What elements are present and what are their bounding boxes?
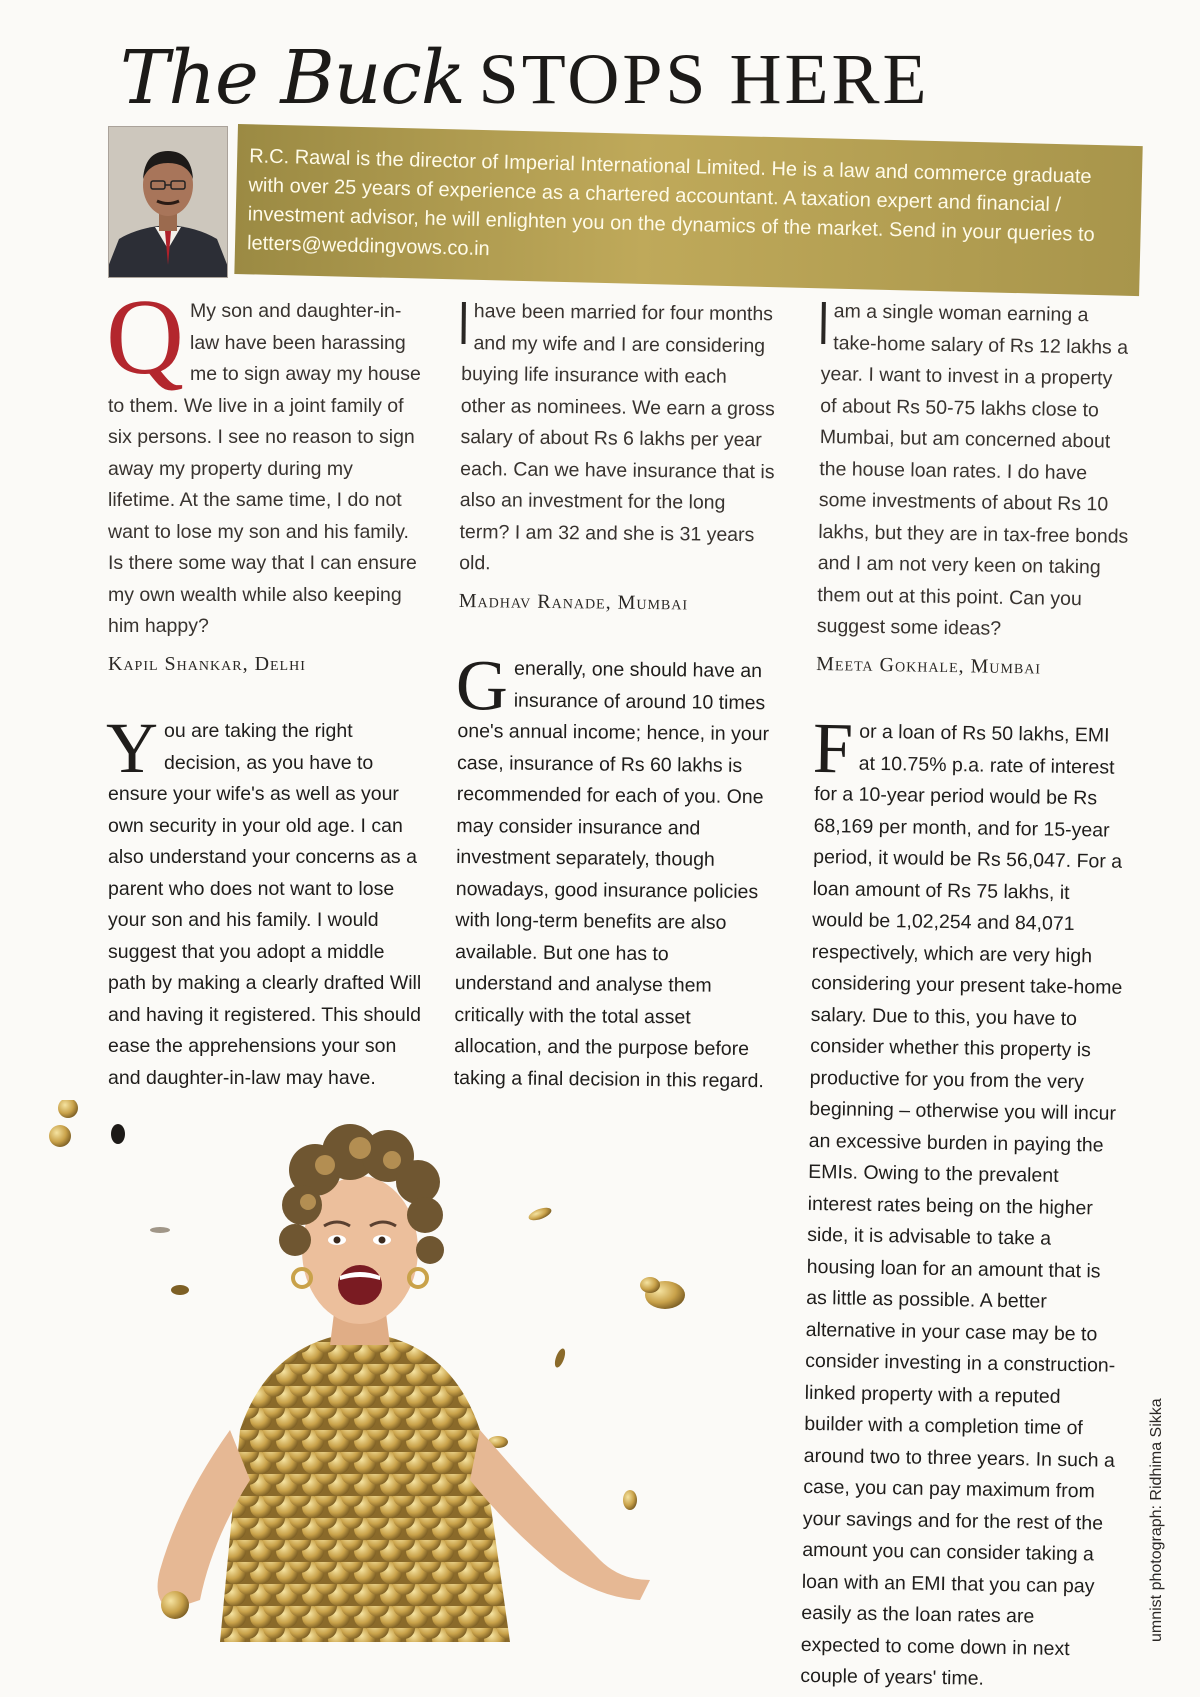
question-bar-icon (821, 302, 826, 344)
columnist-bio: R.C. Rawal is the director of Imperial International Limited. He is a law and commerce graduate with over 25 years of experience as a chartered accountant. A taxation expert and financial / investment advisor, he will enlighten you on the dynamics of the market. Send in your queries to letters@weddingvows.co.in (246, 145, 1095, 261)
page-title (120, 0, 1020, 121)
coin-woman-photo (40, 1100, 760, 1642)
question-1-text: My son and daughter-in-law have been harassing me to sign away my house to them. We live in a joint family of six persons. I see no reason to sign away my property during my lifetime. At the same time, I do not want to lose my son and his family. Is there some way that I can ensure my own wealth while also keeping him happy? (108, 300, 421, 637)
photo-credit: umnist photograph: Ridhima Sikka (1148, 1398, 1165, 1642)
answer-3 (800, 707, 1127, 1697)
answer-1-text: ou are taking the right decision, as you have to ensure your wife's as well as your own security in your old age. I can also understand your concerns as a parent who does not want to lose your son and his family. I would suggest that you adopt a middle path by making a clearly drafted Will and having it registered. This should ease the apprehensions your son and daughter-in-law may have. (108, 720, 422, 1089)
question-2-text: have been married for four months and my wife and I are considering buying life insurance with each other as nominees. We earn a gross salary of about Rs 6 lakhs per year each. Can we have insurance that is also an investment for the long term? I am 32 and she is 31 years old. (459, 300, 775, 575)
question-3-signature: Meeta Gokhale, Mumbai (816, 652, 1042, 678)
qa-column-2 (454, 296, 777, 1097)
coin-woman-illustration-icon (40, 1100, 760, 1642)
columnist-headshot (108, 126, 228, 278)
answer-3-text: or a loan of Rs 50 lakhs, EMI at 10.75% p.a. rate of interest for a 10-year period would be Rs 68,169 per month, and for 15-year period, it would be Rs 56,047. For a loan amount of Rs 75 lakhs, it would be 1,02,254 and 84,071 respectively, which are very high considering your present take-home salary. Due to this, you have to consider whether this property is productive for you from the very beginning – otherwise you will incur an excessive burden in paying the EMIs. Owing to the prevalent interest rates being on the higher side, it is advisable to take a housing loan for an amount that is as little as possible. A better alternative in your case may be to consider investing in a construction-linked property with a reputed builder with a completion time of around two to three years. In such a case, you can pay maximum from your savings and for the rest of the amount you can consider taking a loan with an EMI that you can pay easily as the loan rates are expected to come down in next couple of years' time. (800, 720, 1123, 1690)
question-1 (106, 278, 423, 643)
title-script: The Buck (120, 35, 465, 121)
question-1-signature: Kapil Shankar, Delhi (108, 652, 306, 675)
question-2-signature: Madhav Ranade, Mumbai (458, 589, 689, 614)
question-dropcap: Q (106, 278, 184, 397)
answer-2 (453, 644, 774, 1097)
answer-1-dropcap: Y (106, 708, 158, 788)
answer-1 (106, 708, 423, 1094)
answer-2-text: enerally, one should have an insurance of around 10 times one's annual income; hence, in your case, insurance of Rs 60 lakhs is recommended for each of you. One may consider insurance and investment separately, though nowadays, good insurance policies with long-term benefits are also available. But one has to understand and analyse them critically with the total asset allocation, and the purpose before taking a final decision in this regard. (453, 657, 770, 1092)
question-3 (817, 296, 1134, 647)
question-bar-icon (461, 302, 465, 344)
person-portrait-icon (109, 127, 227, 277)
columnist-bio-box (234, 124, 1142, 296)
answer-2-dropcap: G (455, 644, 509, 726)
answer-3-dropcap: F (812, 707, 854, 789)
question-3-text: am a single woman earning a take-home salary of Rs 12 lakhs a year. I want to invest in a property of about Rs 50-75 lakhs close to Mumbai, but am concerned about the house loan rates. I do have some investments of about Rs 10 lakhs, but they are in tax-free bonds and I am not very keen on taking them out at this point. Can you suggest some ideas? (816, 300, 1129, 640)
title-caps: STOPS HERE (478, 39, 930, 119)
qa-column-1 (106, 278, 423, 1094)
question-2 (459, 296, 777, 583)
qa-column-3 (800, 296, 1134, 1697)
